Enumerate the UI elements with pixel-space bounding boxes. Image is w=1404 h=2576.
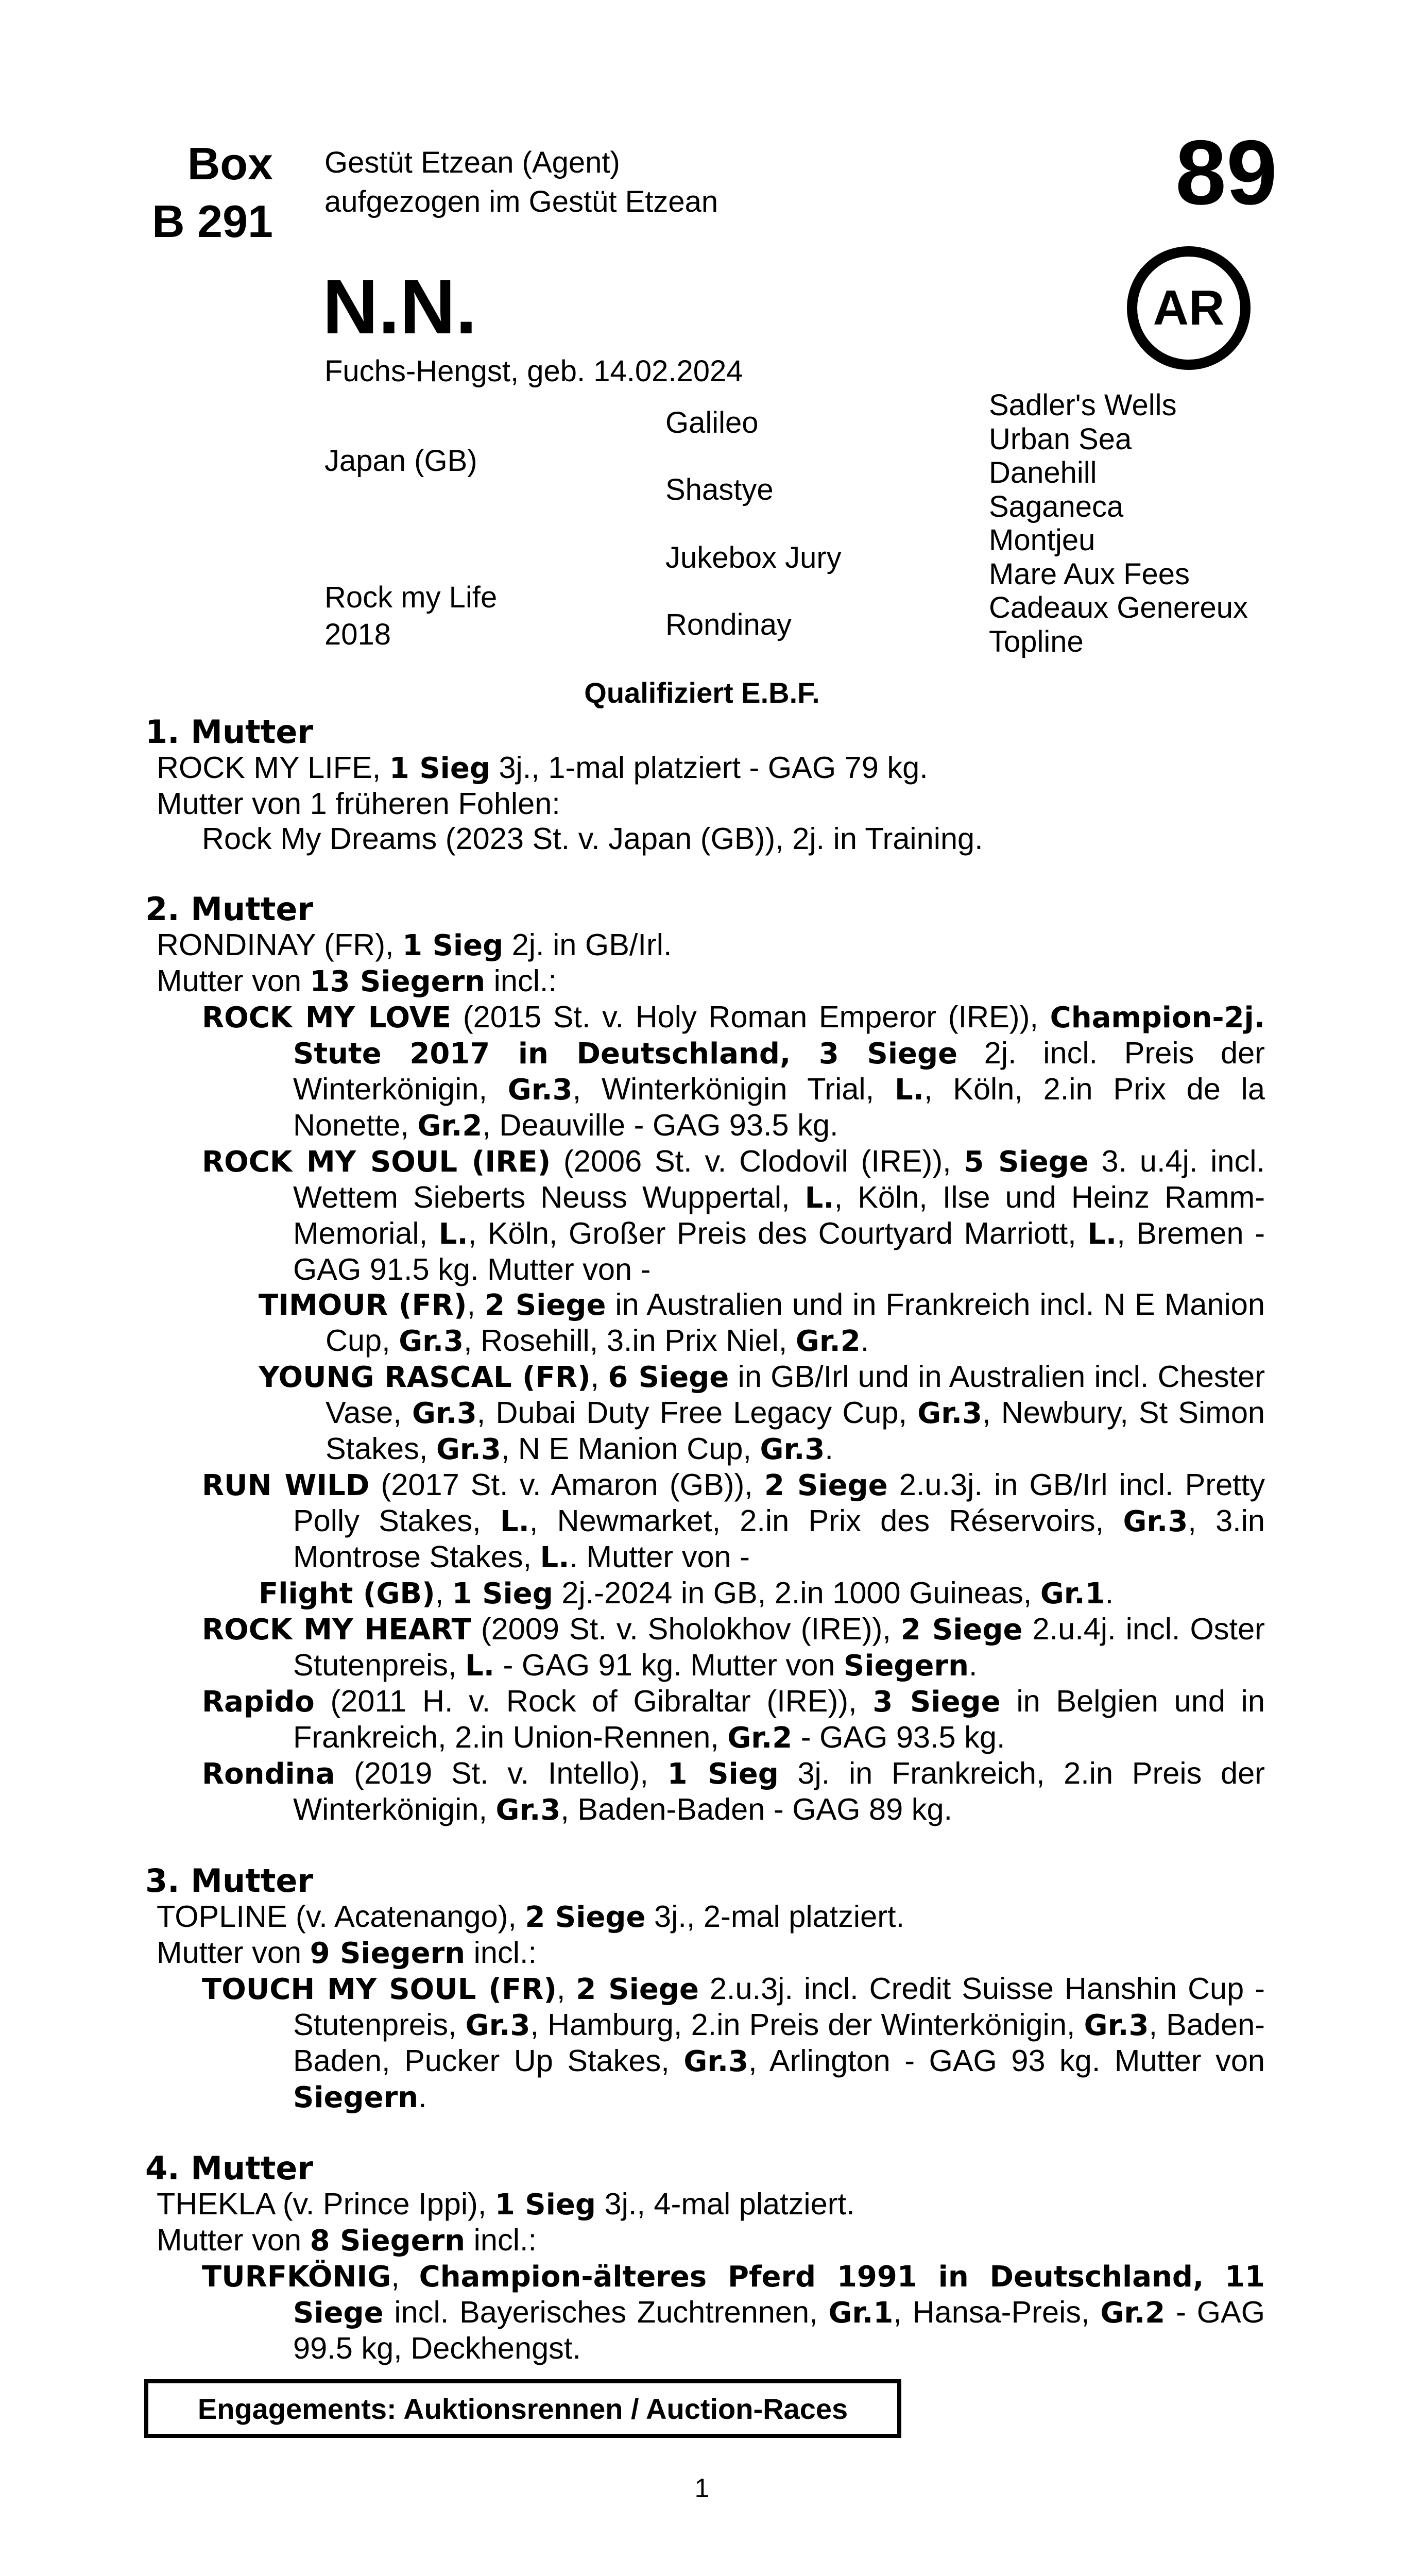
produce-entry: ROCK MY SOUL (IRE) (2006 St. v. Clodovil (IRE)), 5 Siege 3. u.4j. incl. Wettem Sieberts Neuss Wuppertal, L., Köln, Ilse und Heinz Ramm-Memorial, L., Köln, Großer Preis des Courtyard Marriott, L., Bremen - GAG 91.5 kg. Mutter von - bbox=[202, 1144, 1265, 1286]
dam4-record: THEKLA (v. Prince Ippi), 1 Sieg 3j., 4-mal platziert. bbox=[157, 2187, 855, 2222]
dam1-produce-entry: Rock My Dreams (2023 St. v. Japan (GB)), 2j. in Training. bbox=[202, 821, 983, 856]
dam4-winners-intro: Mutter von 8 Siegern incl.: bbox=[157, 2223, 537, 2258]
pedigree-sire-dam: Shastye bbox=[665, 473, 774, 506]
produce-entry: ROCK MY HEART (2009 St. v. Sholokhov (IRE)), 2 Siege 2.u.4j. incl. Oster Stutenpreis, L. - GAG 91 kg. Mutter von Siegern. bbox=[202, 1612, 1265, 1683]
ggp-item: Sadler's Wells bbox=[989, 388, 1177, 422]
pedigree-dam-year: 2018 bbox=[324, 618, 391, 651]
pedigree-dam-name: Rock my Life bbox=[324, 581, 498, 614]
dam1-produce-intro: Mutter von 1 früheren Fohlen: bbox=[157, 786, 560, 821]
ggp-item: Saganeca bbox=[989, 489, 1124, 523]
ggp-item: Danehill bbox=[989, 456, 1097, 489]
dam4-title: 4. Mutter bbox=[145, 2149, 314, 2187]
produce-entry: Rapido (2011 H. v. Rock of Gibraltar (IRE)), 3 Siege in Belgien und in Frankreich, 2.in Union-Rennen, Gr.2 - GAG 93.5 kg. bbox=[202, 1684, 1265, 1755]
produce-entry: TOUCH MY SOUL (FR), 2 Siege 2.u.3j. incl. Credit Suisse Hanshin Cup - Stutenpreis, Gr.3, Hamburg, 2.in Preis der Winterkönigin, Gr.3, Baden-Baden, Pucker Up Stakes, Gr.3, Arlington - GAG 93 kg. Mutter von Siegern. bbox=[202, 1971, 1265, 2114]
pedigree-dam-sire: Jukebox Jury bbox=[665, 541, 842, 574]
dam3-winners-intro: Mutter von 9 Siegern incl.: bbox=[157, 1935, 537, 1970]
ggp-item: Montjeu bbox=[989, 523, 1095, 557]
box-word: Box bbox=[187, 138, 273, 189]
page-number: 1 bbox=[694, 2473, 710, 2503]
dam1-record: ROCK MY LIFE, 1 Sieg 3j., 1-mal platziert - GAG 79 kg. bbox=[157, 750, 928, 785]
horse-name: N.N. bbox=[322, 263, 477, 350]
pedigree-great-grandparents bbox=[989, 388, 1248, 658]
qualified-note: Qualifiziert E.B.F. bbox=[584, 676, 820, 709]
ggp-item: Urban Sea bbox=[989, 422, 1132, 456]
dam3-title: 3. Mutter bbox=[145, 1862, 314, 1900]
engagements-box: Engagements: Auktionsrennen / Auction-Races bbox=[144, 2379, 901, 2438]
produce-entry: TURFKÖNIG, Champion-älteres Pferd 1991 in Deutschland, 11 Siege incl. Bayerisches Zuchtrennen, Gr.1, Hansa-Preis, Gr.2 - GAG 99.5 kg, Deckhengst. bbox=[202, 2259, 1265, 2365]
grandproduce-entry: TIMOUR (FR), 2 Siege in Australien und in Frankreich incl. N E Manion Cup, Gr.3, Rosehill, 3.in Prix Niel, Gr.2. bbox=[259, 1287, 1265, 1358]
pedigree-dam-dam: Rondinay bbox=[665, 608, 792, 641]
dam2-title: 2. Mutter bbox=[145, 890, 314, 928]
box-label bbox=[124, 135, 273, 250]
produce-entry: RUN WILD (2017 St. v. Amaron (GB)), 2 Siege 2.u.3j. in GB/Irl incl. Pretty Polly Stakes, L., Newmarket, 2.in Prix des Réservoirs, Gr.3, 3.in Montrose Stakes, L.. Mutter von - bbox=[202, 1467, 1265, 1574]
dam3-record: TOPLINE (v. Acatenango), 2 Siege 3j., 2-mal platziert. bbox=[157, 1899, 905, 1934]
pedigree-sire-sire: Galileo bbox=[665, 406, 759, 439]
dam2-winners-intro: Mutter von 13 Siegern incl.: bbox=[157, 963, 557, 998]
produce-entry: Rondina (2019 St. v. Intello), 1 Sieg 3j. in Frankreich, 2.in Preis der Winterkönigin, Gr.3, Baden-Baden - GAG 89 kg. bbox=[202, 1756, 1265, 1827]
pedigree-dam bbox=[324, 579, 497, 653]
produce-entry: ROCK MY LOVE (2015 St. v. Holy Roman Emperor (IRE)), Champion-2j. Stute 2017 in Deutschland, 3 Siege 2j. incl. Preis der Winterkönigin, Gr.3, Winterkönigin Trial, L., Köln, 2.in Prix de la Nonette, Gr.2, Deauville - GAG 93.5 kg. bbox=[202, 999, 1265, 1143]
dam2-record: RONDINAY (FR), 1 Sieg 2j. in GB/Irl. bbox=[157, 927, 672, 962]
ar-badge: AR bbox=[1127, 246, 1251, 370]
dam1-title: 1. Mutter bbox=[145, 713, 314, 751]
grandproduce-entry: YOUNG RASCAL (FR), 6 Siege in GB/Irl und in Australien incl. Chester Vase, Gr.3, Dubai Duty Free Legacy Cup, Gr.3, Newbury, St Simon Stakes, Gr.3, N E Manion Cup, Gr.3. bbox=[259, 1359, 1265, 1466]
grandproduce-entry: Flight (GB), 1 Sieg 2j.-2024 in GB, 2.in 1000 Guineas, Gr.1. bbox=[259, 1575, 1114, 1611]
raised-line: aufgezogen im Gestüt Etzean bbox=[324, 185, 718, 218]
ggp-item: Topline bbox=[989, 624, 1084, 658]
ggp-item: Mare Aux Fees bbox=[989, 557, 1190, 591]
catalogue-body bbox=[145, 714, 1265, 2366]
pedigree-sire: Japan (GB) bbox=[324, 444, 477, 478]
ggp-item: Cadeaux Genereux bbox=[989, 591, 1248, 624]
agent-line: Gestüt Etzean (Agent) bbox=[324, 146, 620, 179]
consignor bbox=[324, 143, 718, 222]
box-number: B 291 bbox=[152, 196, 273, 247]
lot-number: 89 bbox=[1175, 121, 1277, 224]
horse-description: Fuchs-Hengst, geb. 14.02.2024 bbox=[324, 354, 743, 388]
